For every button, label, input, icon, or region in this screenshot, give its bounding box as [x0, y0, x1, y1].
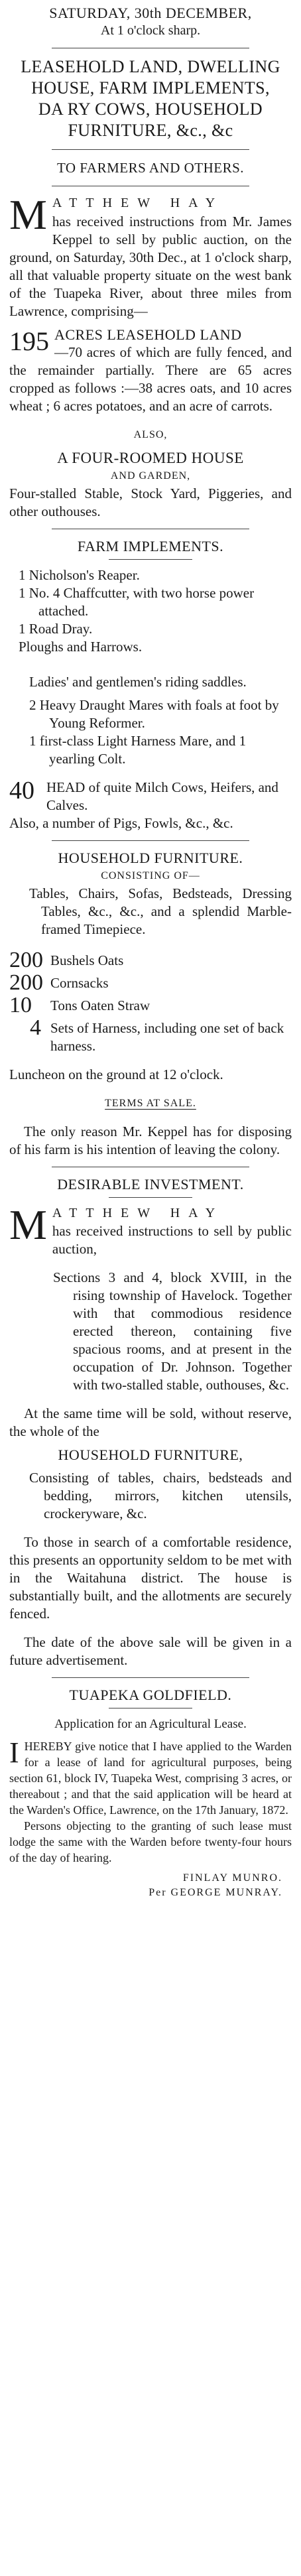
land-description: —70 acres of which are fully fenced, and the remainder partially. There are 65 acres cropped as follows :—38 acres oats, and 10 acres wheat ; 6 acres potatoes, and an acre of carrots. — [9, 344, 292, 414]
stock-quantity: 10 — [9, 993, 32, 1017]
pigs-text: Also, a number of Pigs, Fowls, &c., &c. — [9, 815, 233, 831]
furniture-description: Tables, Chairs, Sofas, Bedsteads, Dressing Tables, &c., &c., and a splendid Marble-framed Timepiece. — [29, 885, 292, 937]
stock-item — [9, 1017, 292, 1055]
lease-notice — [9, 1738, 292, 1818]
divider — [52, 840, 249, 841]
house-description: Four-stalled Stable, Stock Yard, Piggeries, and other outhouses. — [9, 485, 292, 519]
stock-description: Bushels Oats — [50, 952, 124, 968]
stock-description: Tons Oaten Straw — [50, 998, 150, 1013]
sale-date: SATURDAY, 30th DECEMBER, — [49, 5, 252, 21]
auctioneer-name: ATTHEW HAY — [52, 1206, 224, 1220]
horses-list — [9, 696, 292, 768]
stock-description: Cornsacks — [50, 975, 109, 991]
house-title: A FOUR-ROOMED HOUSE — [57, 450, 244, 466]
farm-implements-title: FARM IMPLEMENTS. — [77, 538, 224, 554]
sale-time: At 1 o'clock sharp. — [100, 23, 201, 38]
furniture-title-2: HOUSEHOLD FURNITURE, — [58, 1447, 243, 1463]
furniture-title: HOUSEHOLD FURNITURE. — [58, 850, 243, 866]
stock-quantity: 4 — [30, 1015, 41, 1040]
dropcap-letter: M — [9, 191, 47, 238]
investment-title: DESIRABLE INVESTMENT. — [57, 1176, 244, 1192]
land-acres-number: 195 — [9, 326, 49, 356]
list-item: 2 Heavy Draught Mares with foals at foot by Young Reformer. — [29, 697, 279, 731]
list-item: 1 Nicholson's Reaper. — [19, 567, 140, 583]
terms-heading: TERMS AT SALE. — [105, 1098, 196, 1109]
cows-number: 40 — [9, 777, 34, 805]
stock-item — [9, 994, 292, 1017]
house-subtitle: AND GARDEN, — [110, 470, 191, 482]
objection-text: Persons objecting to the granting of such lease must lodge the same with the Warden before twenty-four hours of the day of hearing. — [9, 1819, 292, 1864]
auctioneer-intro-2 — [9, 1201, 292, 1258]
auctioneer-intro-text: has received instructions from Mr. James Keppel to sell by public auction, on the ground, on Saturday, 30th Dec., at 1 o'clock sharp, all that valuable property situate on the west bank of the Tuapeka River, about three miles from Lawrence, comprising— — [9, 214, 292, 319]
saddles-item: Ladies' and gentlemen's riding saddles. — [29, 674, 247, 690]
auctioneer-name: ATTHEW HAY — [52, 196, 224, 210]
headline-line: DA RY COWS, HOUSEHOLD — [38, 99, 263, 119]
headline-line: FURNITURE, &c., &c — [68, 121, 233, 140]
divider — [52, 149, 249, 150]
stock-quantity: 200 — [9, 948, 43, 972]
sale-headline — [9, 56, 292, 141]
stock-item — [9, 972, 292, 994]
list-item: 1 No. 4 Chaffcutter, with two horse power attached. — [19, 585, 255, 619]
residence-text: To those in search of a comfortable residence, this presents an opportunity seldom to be met with in the Waitahuna district. The house is substantially built, and the allotments are securely fenced. — [9, 1534, 292, 1622]
farm-implements-list — [9, 566, 292, 656]
cows-text: HEAD of quite Milch Cows, Heifers, and Calves. — [46, 779, 278, 813]
list-item: 1 first-class Light Harness Mare, and 1 yearling Colt. — [29, 733, 247, 767]
furniture-description-2: Consisting of tables, chairs, bedsteads and bedding, mirrors, kitchen utensils, crockeryware, &c. — [29, 1470, 292, 1521]
furniture-consisting: CONSISTING OF— — [101, 870, 200, 881]
land-heading: ACRES LEASEHOLD LAND — [54, 326, 242, 343]
luncheon-text: Luncheon on the ground at 12 o'clock. — [9, 1066, 223, 1082]
to-farmers-heading: TO FARMERS AND OTHERS. — [56, 160, 245, 176]
land-lot — [9, 326, 292, 415]
auctioneer-intro — [9, 191, 292, 320]
same-time-text: At the same time will be sold, without reserve, the whole of the — [9, 1405, 292, 1439]
divider — [109, 559, 192, 560]
list-item: 1 Road Dray. — [19, 621, 93, 637]
divider — [52, 1677, 249, 1678]
sections-description: Sections 3 and 4, block XVIII, in the rising township of Havelock. Together with that commodious residence erected thereon, containing five spacious rooms, and at present in the occupation of Dr. Johnson. Together with two-stalled stable, outhouses, &c. — [53, 1269, 292, 1393]
stock-item — [9, 949, 292, 972]
stock-quantity: 200 — [9, 970, 43, 995]
auctioneer-intro-text: has received instructions to sell by public auction, — [52, 1223, 292, 1257]
signature-name: FINLAY MUNRO. — [182, 1872, 282, 1884]
reason-text: The only reason Mr. Keppel has for disposing of his farm is his intention of leaving the colony. — [9, 1124, 292, 1157]
goldfield-title: TUAPEKA GOLDFIELD. — [69, 1687, 232, 1703]
dropcap-letter: M — [9, 1201, 47, 1248]
stock-list — [9, 949, 292, 1055]
headline-line: HOUSE, FARM IMPLEMENTS, — [31, 78, 270, 97]
also-label: ALSO, — [133, 429, 168, 440]
lease-notice-body: HEREBY give notice that I have applied to the Warden for a lease of land for agricultural purposes, being section 61, block IV, Tuapeka West, comprising 3 acres, or thereabout ; and that the said application will be heard at the Warden's Office, Lawrence, on the 17th January, 1872. — [9, 1740, 292, 1817]
divider — [109, 1197, 192, 1198]
stock-description: Sets of Harness, including one set of back harness. — [50, 1020, 284, 1054]
lease-application-title: Application for an Agricultural Lease. — [54, 1717, 247, 1731]
headline-line: LEASEHOLD LAND, DWELLING — [21, 57, 280, 76]
signature-agent: Per GEORGE MUNRAY. — [149, 1887, 282, 1898]
cows-lot — [9, 779, 292, 814]
list-item: Ploughs and Harrows. — [19, 639, 143, 655]
sale-date-notice: The date of the above sale will be given in a future advertisement. — [9, 1634, 292, 1668]
dropcap-letter: I — [9, 1736, 19, 1769]
